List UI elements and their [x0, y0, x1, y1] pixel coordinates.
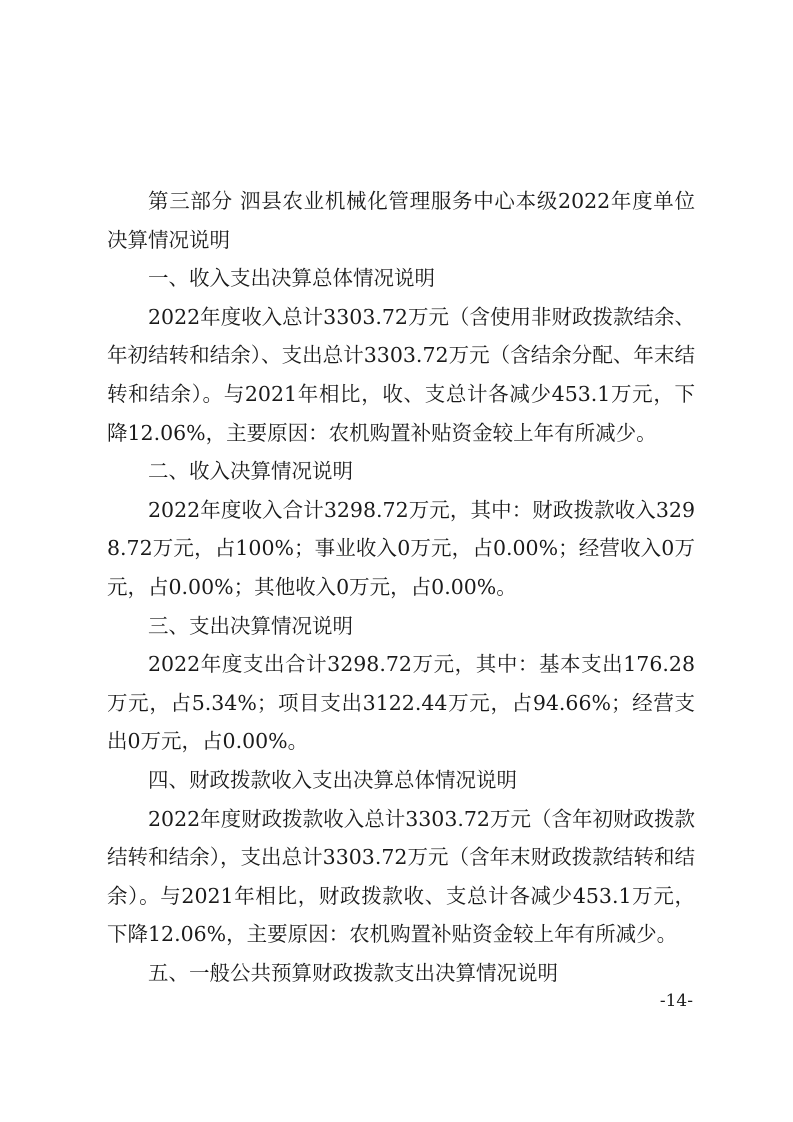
section-body-3: 2022年度支出合计3298.72万元，其中：基本支出176.28万元，占5.34%；项目支出3122.44万元，占94.66%；经营支出0万元，占0.00%。: [107, 652, 695, 754]
page-number: -14-: [659, 991, 693, 1011]
section-heading-5: 五、一般公共预算财政拨款支出决算情况说明: [148, 960, 558, 985]
section-heading-2: 二、收入决算情况说明: [148, 459, 353, 484]
section-body-1: 2022年度收入总计3303.72万元（含使用非财政拨款结余、年初结转和结余）、支出总计3303.72万元（含结余分配、年末结转和结余）。与2021年相比，收、支总计各减少453.1万元，下降12.06%，主要原因：农机购置补贴资金较上年有所减少。: [107, 304, 695, 445]
section-heading-3: 三、支出决算情况说明: [148, 613, 353, 638]
section-body-2: 2022年度收入合计3298.72万元，其中：财政拨款收入3298.72万元，占100%；事业收入0万元，占0.00%；经营收入0万元，占0.00%；其他收入0万元，占0.00%。: [107, 497, 695, 599]
section-heading-4: 四、财政拨款收入支出决算总体情况说明: [148, 767, 517, 792]
document-content: [107, 182, 695, 992]
section-body-4: 2022年度财政拨款收入总计3303.72万元（含年初财政拨款结转和结余），支出总计3303.72万元（含年末财政拨款结转和结余）。与2021年相比，财政拨款收、支总计各减少453.1万元，下降12.06%，主要原因：农机购置补贴资金较上年有所减少。: [107, 806, 695, 947]
section-heading-1: 一、收入支出决算总体情况说明: [148, 266, 435, 291]
document-title: 第三部分 泗县农业机械化管理服务中心本级2022年度单位决算情况说明: [107, 189, 695, 252]
